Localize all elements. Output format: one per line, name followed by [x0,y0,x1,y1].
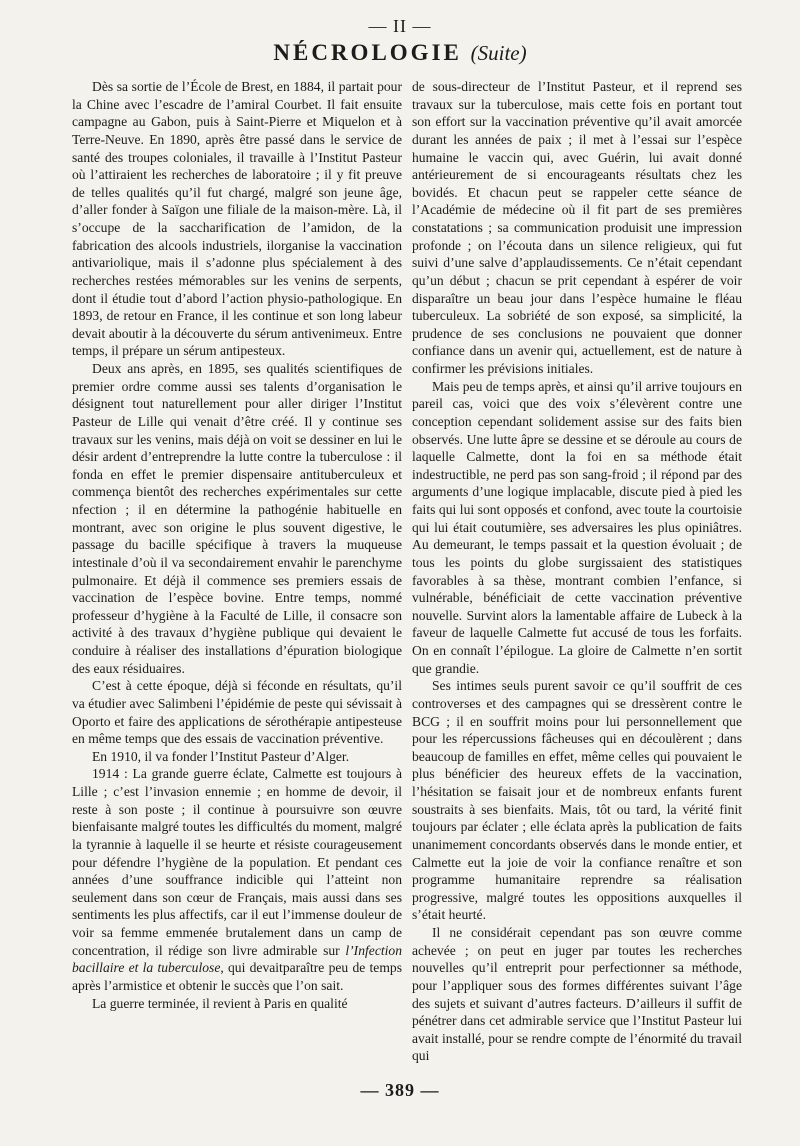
left-paragraph-5-start: 1914 : La grande guerre éclate, Calmette est toujours à Lille ; c’est l’invasion ennemie ; en homme de devoir, il reste à son poste ; il continue à poursuivre son œuvre bienfaisante malgré toutes les difficultés du moment, malgré la tyrannie à laquelle il se heurte et résiste courageusement pour défendre l’hygiène de la population. Et pendant ces années d’une souffrance indicible qui l’atteint non seulement dans son cœur de Français, mais aussi dans ses sentiments les plus affectifs, car il eut l’immense douleur de voir sa femme emmenée brutalement dans un camp de concentration, il rédige son livre admirable sur [72,766,402,958]
left-paragraph-1: Dès sa sortie de l’École de Brest, en 1884, il partait pour la Chine avec l’escadre de l’amiral Courbet. Il fait ensuite campagne au Gabon, puis à Saint-Pierre et Miquelon et à Terre-Neuve. En 1890, après être passé dans le service de santé des troupes coloniales, il travaille à l’Institut Pasteur où l’attiraient les recherches de laboratoire ; il y fit preuve de telles qualités qu’il fut chargé, malgré son jeune âge, d’aller fonder à Saïgon une filiale de la maison-mère. Là, il s’occupe de la saccharification de l’amidon, de la fabrication des alcools industriels, ilorganise la vaccination antivariolique, mais il s’adonne plus spécialement à des recherches restées mémorables sur les venins de serpents, dont il étudie tout d’abord l’action physio-pathologique. En 1893, de retour en France, il les continue et son long labeur devait aboutir à la découverte du sérum antivenimeux. Entre temps, il prépare un sérum antipesteux. [72,79,402,359]
left-column [72,78,402,1012]
left-paragraph-6: La guerre terminée, il revient à Paris en qualité [92,995,348,1011]
section-number: — II — [368,16,432,36]
left-paragraph-3: C’est à cette époque, déjà si féconde en résultats, qu’il va étudier avec Salimbeni l’épidémie de peste qui sévissait à Oporto et faire des applications de sérothérapie antipesteuse en même temps que des essais de vaccination préventive. [72,678,402,747]
page-number: — 389 — [360,1080,440,1100]
left-paragraph-2: Deux ans après, en 1895, ses qualités scientifiques de premier ordre comme aussi ses talents d’organisation le désignent tout naturellement pour aller diriger l’Institut Pasteur de Lille qui venait d’être créé. Il y continue ses travaux sur les venins, mais déjà on voit se dessiner en lui le désir ardent d’entreprendre la lutte contre la tuberculose : il fonda en effet le premier dispensaire antituberculeux et commença bientôt des recherches expérimentales sur cette nfection ; il en détermine la pathogénie habituelle en montrant, avec son origine le plus souvent digestive, le passage du bacille spécifique à travers la muqueuse intestinale d’où il va secondairement envahir le parenchyme pulmonaire. Et déjà il commence ses premiers essais de vaccination de l’espèce bovine. Entre temps, nommé professeur d’hygiène à la Faculté de Lille, il consacre son activité à des travaux d’hygiène publique qui devaient le conduire à réaliser des installations d’épuration biologique des eaux résiduaires. [72,361,402,676]
left-paragraph-4: En 1910, il va fonder l’Institut Pasteur d’Alger. [92,748,350,764]
right-column [412,78,742,1065]
left-paragraph-5 [72,765,402,994]
right-paragraph-4: Il ne considérait cependant pas son œuvre comme achevée ; on peut en juger par toutes les recherches nouvelles qu’il entreprit pour perfectionner sa méthode, pour l’appliquer sous des formes différentes suivant l’âge des sujets et suivant d’autres facteurs. D’ailleurs il suffit de pénétrer dans cet admirable service que l’Institut Pasteur lui avait installé, pour se rendre compte de l’énormité du travail qui [412,925,742,1064]
right-paragraph-3: Ses intimes seuls purent savoir ce qu’il souffrit de ces controverses et des campagnes qui se dressèrent contre le BCG ; il en souffrit moins pour lui personnellement que pour les répercussions fâcheuses qui en découlèrent ; dans beaucoup de familles en effet, même celles qui pouvaient le plus bénéficier des heureux effets de la vaccination, l’hésitation se faisait jour et de nombreux enfants furent soustraits à ses bienfaits. Mais, tôt ou tard, la vérité finit toujours par éclater ; elle éclata après la publication de faits unanimement concordants observés dans le monde entier, et Calmette eut la joie de voir la confiance renaître et son programme humanitaire reprendre sa réalisation progressive, malgré toutes les oppositions auxquelles il s’était heurté. [412,678,742,923]
title-suffix: (Suite) [470,41,527,65]
left-paragraph-5-end: , qui devaitparaître peu de temps après l’armistice et obtenir le succès que l’on sait. [72,960,402,993]
book-title: l’Infection bacillaire et la tuberculose [72,942,402,976]
right-paragraph-1: de sous-directeur de l’Institut Pasteur, et il reprend ses travaux sur la tuberculose, mais cette fois en portant tout son effort sur la vaccination préventive qu’il avait amorcée durant les années de paix ; il met à l’essai sur l’espèce humaine le vaccin qui, avec Guérin, lui avait donné antérieurement de si encourageants résultats chez les bovidés. Et chacun peut se rappeler cette séance de l’Académie de médecine où il fit part de ses premières constatations ; sa communication produisit une impression profonde ; on l’écouta dans un silence religieux, qui fut suivi d’une salve d’applaudissements. Ce n’était cependant qu’un début ; chacun se prit cependant à espérer de voir disparaître un beau jour dans l’espèce humaine le fléau tuberculeux. La sobriété de son exposé, sa simplicité, la prudence de ses conclusions ne pouvaient que donner confiance dans un avenir qui, actuellement, est de nature à confirmer les prévisions initiales. [412,79,742,376]
title-main: NÉCROLOGIE [273,40,462,65]
right-paragraph-2: Mais peu de temps après, et ainsi qu’il arrive toujours en pareil cas, voici que des voix s’élevèrent contre une conception cependant solidement assise sur des faits bien observés. Une lutte âpre se dessine et se déroule au cours de laquelle Calmette, dont la foi en sa méthode était indestructible, ne perd pas son sang-froid ; il répond par des arguments d’une logique implacable, discute pied à pied les faits qui lui sont opposés et confond, avec toute la courtoisie qui lui était coutumière, ses adversaires les plus opiniâtres. Au demeurant, le temps passait et la question évoluait ; de tous les points du globe surgissaient des statistiques favorables à sa thèse, montrant combien l’enfance, si vulnérable, bénéficiait de cette vaccination préventive nouvelle. Survint alors la lamentable affaire de Lubeck à la faveur de laquelle Calmette fut accusé de tous les forfaits. On en connaît l’épilogue. La gloire de Calmette n’en sortit que grandie. [412,378,742,676]
page-title [0,40,800,66]
